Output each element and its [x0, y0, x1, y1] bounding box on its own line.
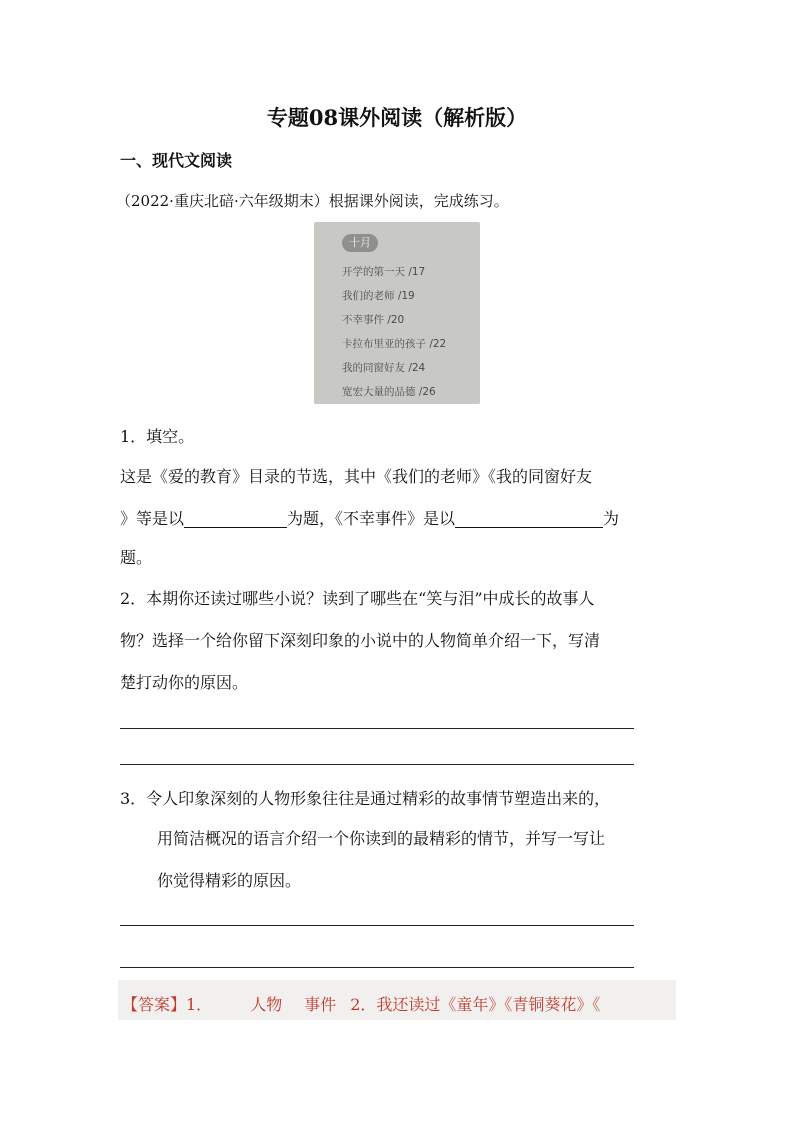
q1-line2-part: 为 — [603, 509, 620, 528]
answer-writing-line[interactable] — [120, 728, 634, 729]
fill-blank-1[interactable] — [184, 509, 287, 528]
answer-2: 事件 — [304, 995, 337, 1014]
toc-item: 不幸事件 /20 — [342, 314, 405, 326]
q1-line1: 这是《爱的教育》目录的节选，其中《我们的老师》《我的同窗好友 — [120, 467, 593, 486]
answer-text — [122, 992, 600, 1015]
page-title: 专题08课外阅读（解析版） — [266, 105, 528, 130]
q3-line2: 用简洁概况的语言介绍一个你读到的最精彩的情节，并写一写让 — [157, 829, 606, 848]
toc-item: 宽宏大量的品德 /26 — [342, 386, 436, 398]
q2-line3: 楚打动你的原因。 — [120, 673, 249, 692]
toc-item: 卡拉布里亚的孩子 /22 — [342, 338, 447, 350]
toc-photo — [314, 222, 480, 404]
answer-writing-line[interactable] — [120, 925, 634, 926]
q3-line3: 你觉得精彩的原因。 — [157, 871, 302, 890]
toc-month-tag: 十月 — [342, 234, 378, 252]
q1-line2-part: 》等是以 — [120, 509, 185, 528]
toc-item: 我的同窗好友 /24 — [342, 362, 426, 374]
q2-line2: 物？选择一个给你留下深刻印象的小说中的人物简单介绍一下，写清 — [120, 631, 601, 650]
answer-writing-line[interactable] — [120, 764, 634, 765]
toc-item: 我们的老师 /19 — [342, 290, 415, 302]
q3-line1: 3．令人印象深刻的人物形象往往是通过精彩的故事情节塑造出来的， — [120, 789, 611, 808]
fill-blank-2[interactable] — [455, 509, 603, 528]
q1-line2 — [120, 506, 619, 529]
section-heading: 一、现代文阅读 — [120, 151, 233, 170]
answer-label: 【答案】1． — [122, 995, 213, 1014]
answer-rest: 2．我还读过《童年》《青铜葵花》《 — [350, 995, 601, 1014]
answer-1: 人物 — [250, 995, 283, 1014]
q1-line3: 题。 — [120, 548, 153, 567]
question-source: （2022·重庆北碚·六年级期末）根据课外阅读，完成练习。 — [116, 192, 509, 210]
q1-line2-part: 为题，《不幸事件》是以 — [287, 509, 456, 528]
answer-writing-line[interactable] — [120, 967, 634, 968]
toc-item: 开学的第一天 /17 — [342, 266, 426, 278]
q1-heading: 1．填空。 — [120, 427, 195, 446]
q2-line1: 2．本期你还读过哪些小说？读到了哪些在“笑与泪”中成长的故事人 — [120, 589, 595, 608]
